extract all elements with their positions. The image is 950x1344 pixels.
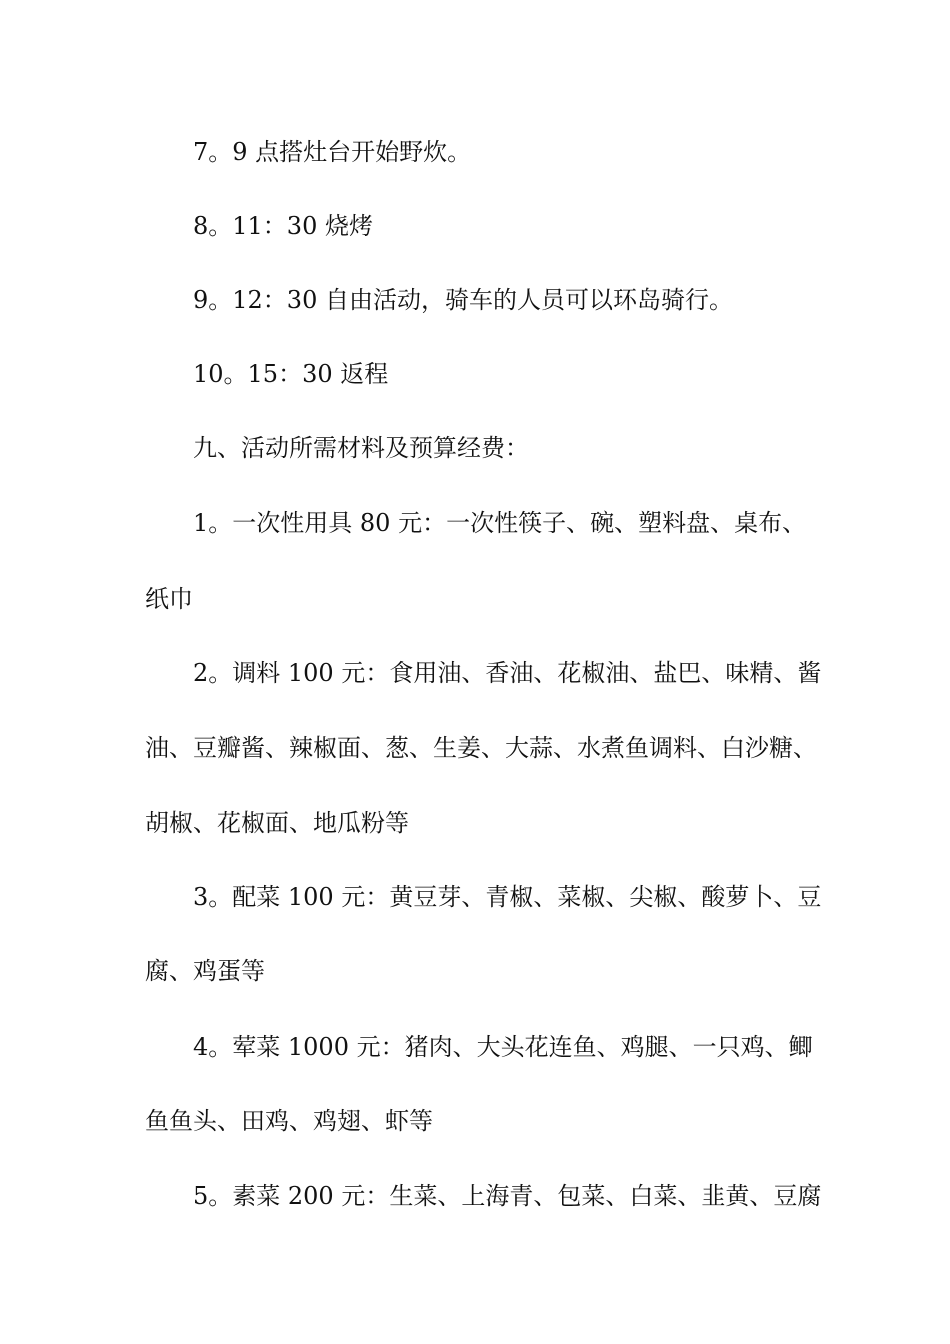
budget-item-5: 5。素菜 200 元：生菜、上海青、包菜、白菜、韭黄、豆腐 xyxy=(193,1182,822,1210)
budget-item-2-continued: 油、豆瓣酱、辣椒面、葱、生姜、大蒜、水煮鱼调料、白沙糖、 xyxy=(145,734,817,762)
budget-item-3-continued: 腐、鸡蛋等 xyxy=(145,957,265,985)
budget-item-2-continued-2: 胡椒、花椒面、地瓜粉等 xyxy=(145,809,409,837)
budget-item-1: 1。一次性用具 80 元：一次性筷子、碗、塑料盘、桌布、 xyxy=(193,509,807,537)
schedule-item-10: 10。15：30 返程 xyxy=(193,360,389,388)
schedule-item-9: 9。12：30 自由活动，骑车的人员可以环岛骑行。 xyxy=(193,286,733,314)
budget-item-1-continued: 纸巾 xyxy=(145,585,193,613)
budget-item-4-continued: 鱼鱼头、田鸡、鸡翅、虾等 xyxy=(145,1107,433,1135)
schedule-item-8: 8。11：30 烧烤 xyxy=(193,212,373,240)
budget-item-4: 4。荤菜 1000 元：猪肉、大头花连鱼、鸡腿、一只鸡、鲫 xyxy=(193,1033,813,1061)
budget-item-2: 2。调料 100 元：食用油、香油、花椒油、盐巴、味精、酱 xyxy=(193,659,822,687)
budget-item-3: 3。配菜 100 元：黄豆芽、青椒、菜椒、尖椒、酸萝卜、豆 xyxy=(193,883,822,911)
schedule-item-7: 7。9 点搭灶台开始野炊。 xyxy=(193,138,472,166)
section-heading-materials-budget: 九、活动所需材料及预算经费： xyxy=(193,434,529,462)
